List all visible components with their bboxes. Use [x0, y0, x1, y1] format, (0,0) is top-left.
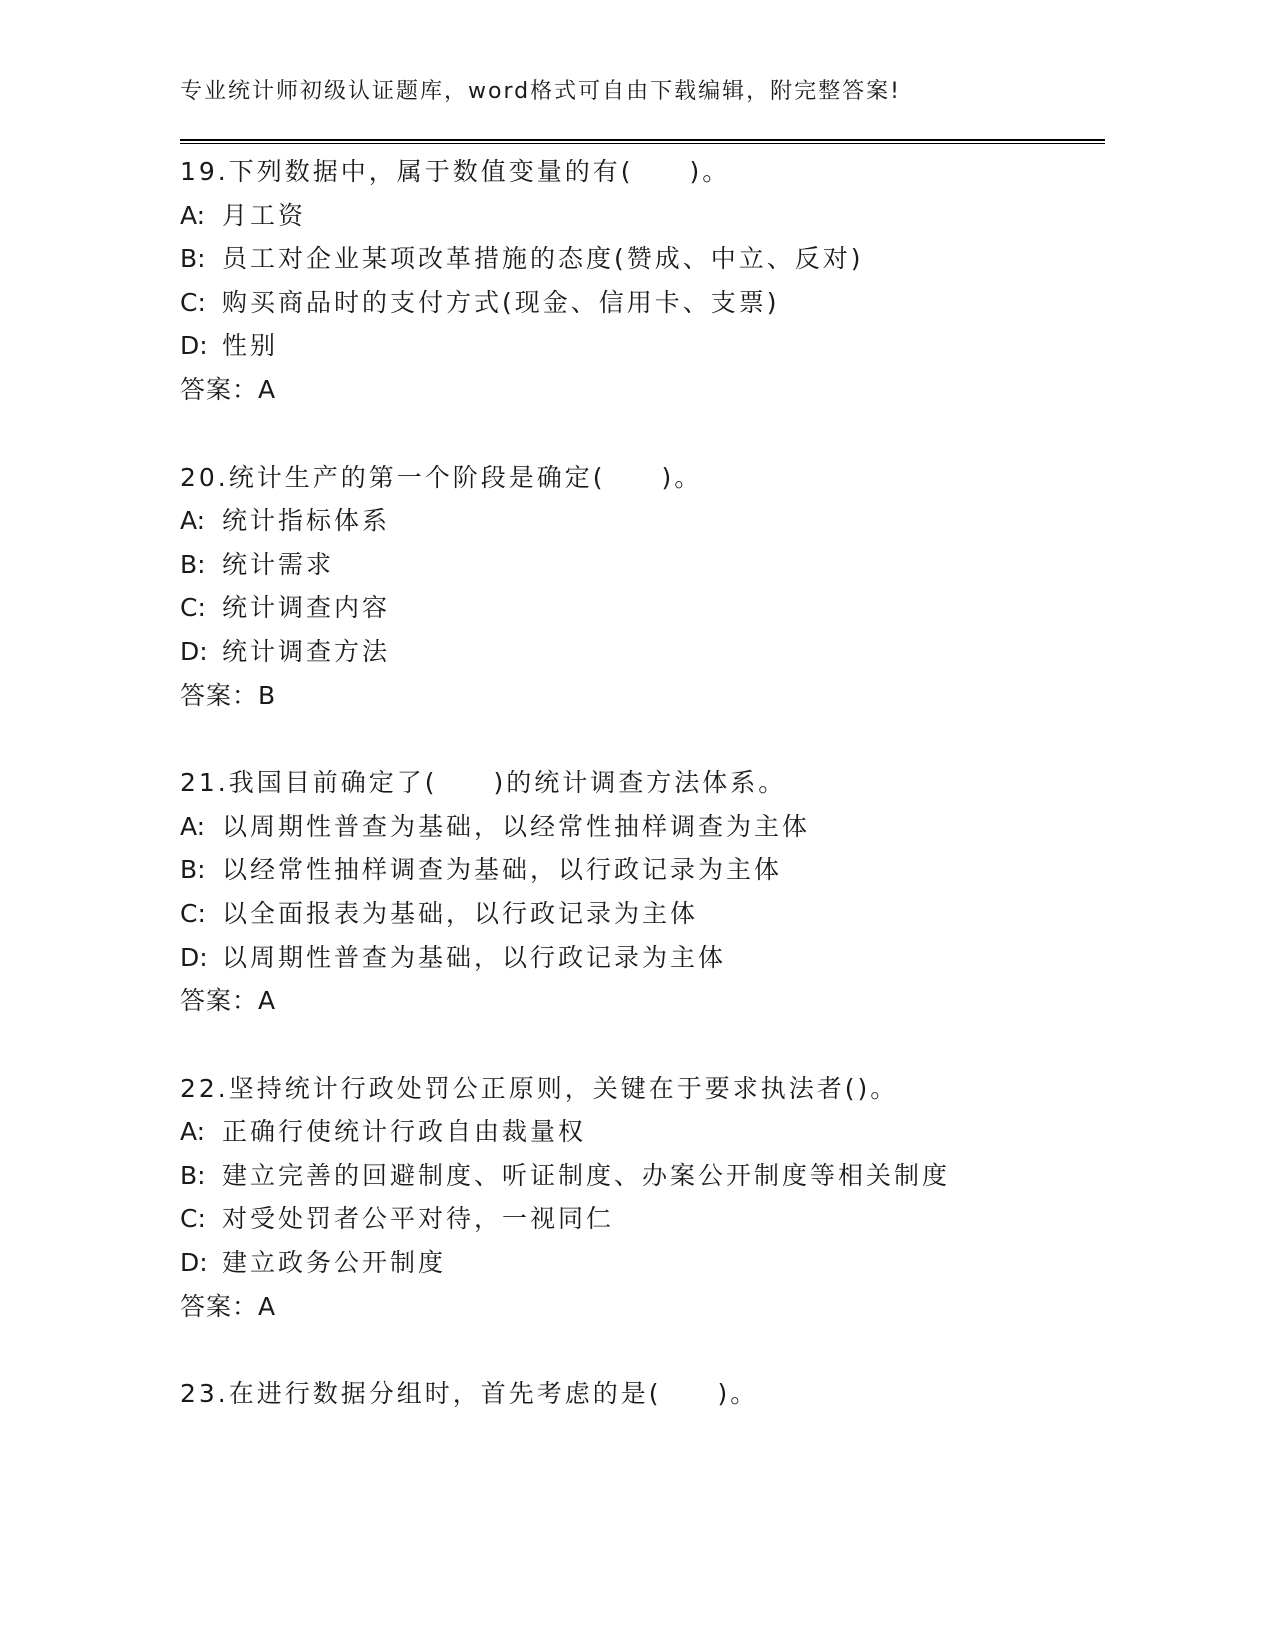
option-letter: B: — [180, 855, 206, 885]
answer-line: 答案：A — [180, 374, 277, 404]
option-text: 对受处罚者公平对待，一视同仁 — [222, 1204, 615, 1234]
option-letter: C: — [180, 1204, 206, 1234]
option-a — [180, 194, 1105, 238]
option-d — [180, 1241, 1105, 1285]
option-letter: D: — [180, 636, 208, 666]
option-letter: C: — [180, 593, 206, 623]
option-text: 统计调查内容 — [222, 593, 391, 623]
option-b — [180, 848, 1105, 892]
option-d — [180, 630, 1105, 674]
option-c — [180, 281, 1105, 325]
option-text: 统计需求 — [222, 549, 335, 579]
question-22 — [180, 1067, 1105, 1329]
option-d — [180, 324, 1105, 368]
question-list — [180, 150, 1105, 1460]
answer-line: 答案：B — [180, 680, 277, 710]
question-19 — [180, 150, 1105, 412]
option-text: 性别 — [222, 331, 279, 361]
page-header: 专业统计师初级认证题库，word格式可自由下载编辑，附完整答案! — [180, 79, 901, 104]
option-letter: C: — [180, 898, 206, 928]
option-letter: A: — [180, 200, 206, 230]
question-stem: 20.统计生产的第一个阶段是确定( )。 — [180, 462, 703, 492]
option-letter: D: — [180, 942, 208, 972]
option-text: 以全面报表为基础，以行政记录为主体 — [222, 898, 699, 928]
option-text: 月工资 — [222, 200, 307, 230]
option-text: 建立政务公开制度 — [222, 1248, 447, 1278]
option-letter: B: — [180, 549, 206, 579]
option-text: 统计指标体系 — [222, 506, 391, 536]
question-20 — [180, 456, 1105, 718]
question-stem: 19.下列数据中，属于数值变量的有( )。 — [180, 157, 731, 186]
option-c — [180, 1197, 1105, 1241]
option-b — [180, 237, 1105, 281]
option-text: 员工对企业某项改革措施的态度(赞成、中立、反对) — [222, 244, 864, 274]
option-text: 以周期性普查为基础，以行政记录为主体 — [222, 942, 727, 972]
option-text: 正确行使统计行政自由裁量权 — [222, 1117, 587, 1147]
option-text: 统计调查方法 — [222, 636, 391, 666]
option-d — [180, 936, 1105, 980]
option-letter: A: — [180, 506, 206, 536]
option-text: 以周期性普查为基础，以经常性抽样调查为主体 — [222, 811, 811, 841]
option-letter: B: — [180, 1160, 206, 1190]
question-stem: 23.在进行数据分组时，首先考虑的是( )。 — [180, 1379, 759, 1409]
answer-line: 答案：A — [180, 1291, 277, 1321]
option-a — [180, 805, 1105, 849]
option-letter: A: — [180, 811, 206, 841]
option-letter: B: — [180, 244, 206, 274]
option-b — [180, 543, 1105, 587]
question-stem: 22.坚持统计行政处罚公正原则，关键在于要求执法者()。 — [180, 1073, 899, 1103]
option-a — [180, 499, 1105, 543]
answer-line: 答案：A — [180, 986, 277, 1016]
option-letter: D: — [180, 1248, 208, 1278]
option-b — [180, 1154, 1105, 1198]
option-c — [180, 586, 1105, 630]
option-c — [180, 892, 1105, 936]
option-text: 购买商品时的支付方式(现金、信用卡、支票) — [222, 287, 780, 317]
question-stem: 21.我国目前确定了( )的统计调查方法体系。 — [180, 768, 787, 798]
option-text: 以经常性抽样调查为基础，以行政记录为主体 — [222, 855, 783, 885]
option-letter: C: — [180, 287, 206, 317]
question-23 — [180, 1372, 1105, 1416]
option-text: 建立完善的回避制度、听证制度、办案公开制度等相关制度 — [222, 1160, 951, 1190]
option-letter: A: — [180, 1117, 206, 1147]
option-a — [180, 1110, 1105, 1154]
question-21 — [180, 761, 1105, 1023]
header-divider — [180, 139, 1105, 144]
option-letter: D: — [180, 331, 208, 361]
